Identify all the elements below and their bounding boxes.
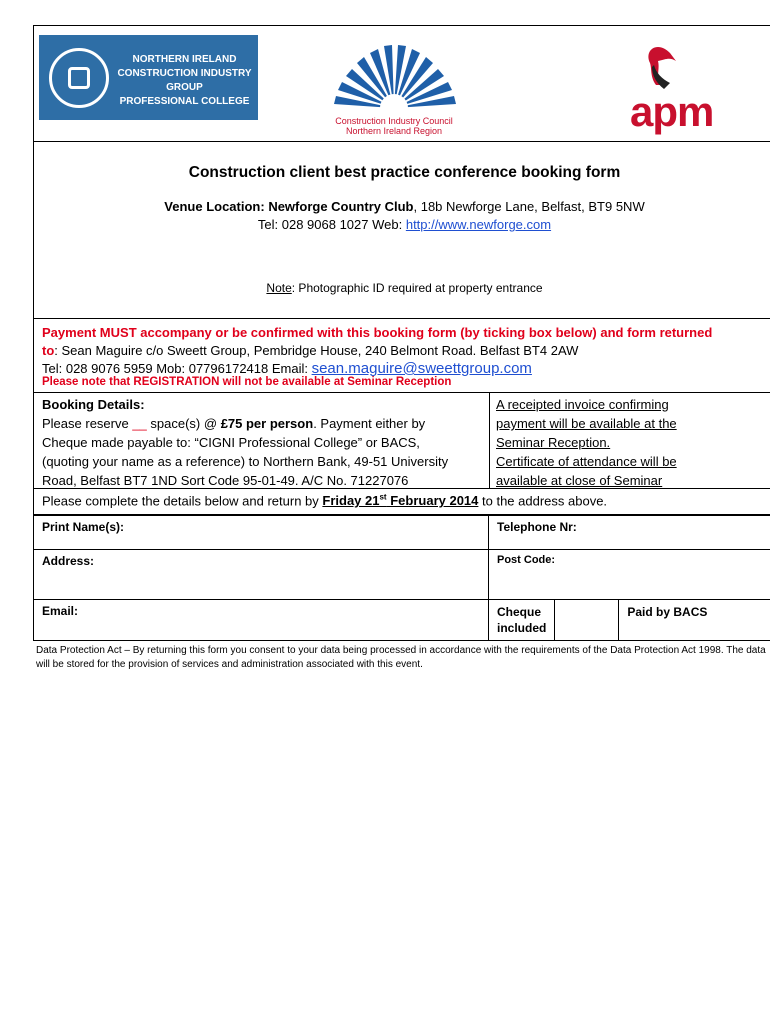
deadline-date: Friday 21st February 2014 bbox=[322, 493, 479, 509]
payment-warning: Payment MUST accompany or be confirmed with this booking form (by ticking box below) and form returned bbox=[42, 325, 713, 340]
print-names-field[interactable]: Print Name(s): bbox=[34, 516, 489, 550]
telephone-field[interactable]: Telephone Nr: bbox=[489, 516, 770, 550]
bacs-label: Paid by BACS bbox=[619, 600, 770, 641]
nicig-emblem-icon bbox=[49, 48, 109, 108]
venue-address: , 18b Newforge Lane, Belfast, BT9 5NW bbox=[413, 199, 645, 214]
return-instructions: Please complete the details below and return by Friday 21st February 2014 to the address above. bbox=[33, 489, 770, 515]
return-address: : Sean Maguire c/o Sweett Group, Pembridge House, 240 Belmont Road. Belfast BT4 2AW bbox=[54, 343, 579, 358]
cheque-label: Cheque included bbox=[489, 600, 555, 641]
registration-note: Please note that REGISTRATION will not be available at Seminar Reception bbox=[42, 376, 452, 388]
table-row bbox=[34, 550, 770, 600]
booking-divider bbox=[489, 393, 490, 488]
payment-to: to bbox=[42, 343, 55, 358]
apm-wordmark: apm bbox=[630, 88, 714, 135]
apm-logo bbox=[630, 43, 714, 135]
venue-tel: Tel: 028 9068 1027 Web: bbox=[257, 217, 406, 232]
cic-fan-icon bbox=[324, 38, 464, 118]
heron-icon bbox=[636, 43, 696, 93]
booking-heading: Booking Details: bbox=[42, 397, 145, 412]
note-text: : Photographic ID required at property entrance bbox=[291, 281, 543, 295]
contact-numbers: Tel: 028 9076 5959 Mob: 07796172418 Email: bbox=[42, 361, 312, 376]
cic-logo bbox=[324, 38, 464, 136]
venue-web-link[interactable]: http://www.newforge.com bbox=[405, 217, 552, 232]
cic-caption: Construction Industry Council Northern Ireland Region bbox=[335, 116, 453, 136]
post-code-field[interactable]: Post Code: bbox=[489, 550, 770, 600]
data-protection-notice: Data Protection Act – By returning this form you consent to your data being processed in accordance with the requirements of the Data Protection Act 1998. The data will be stored for the provision of services and administration associated with this event. bbox=[36, 645, 766, 670]
venue-details bbox=[34, 198, 770, 234]
nicig-logo-text: NORTHERN IRELAND CONSTRUCTION INDUSTRY GROUP PROFESSIONAL COLLEGE bbox=[117, 54, 252, 107]
venue-label: Venue Location: bbox=[164, 199, 265, 214]
payment-section bbox=[33, 319, 770, 393]
header-section bbox=[33, 141, 770, 319]
spaces-blank: __ bbox=[132, 416, 147, 431]
booking-details-section: Booking Details: Please reserve __ space(s) @ £75 per person. Payment either by Cheque made payable to: “CIGNI Professional College” or BACS, (quoting your name as a reference) to Northern Bank, 49-51 University Road, Belfast BT7 1ND Sort Code 95-01-49. A/C No. 71227076 A receipted invoice confirming payment will be available at the Seminar Reception. Certificate of attendance will be available at close of Seminar bbox=[33, 393, 770, 489]
invoice-note: A receipted invoice confirming payment will be available at the Seminar Reception. Certificate of attendance will be available at close of Seminar bbox=[496, 397, 677, 488]
form-title: Construction client best practice conference booking form bbox=[188, 164, 621, 181]
price: £75 per person bbox=[220, 416, 314, 431]
venue-name: Newforge Country Club bbox=[268, 199, 414, 214]
table-row bbox=[34, 516, 770, 550]
email-field[interactable]: Email: bbox=[34, 600, 489, 641]
booking-form bbox=[33, 25, 770, 641]
note-label: Note bbox=[266, 281, 292, 295]
cheque-checkbox[interactable] bbox=[555, 600, 619, 641]
address-field[interactable]: Address: bbox=[34, 550, 489, 600]
contact-email-link[interactable]: sean.maguire@sweettgroup.com bbox=[311, 360, 532, 377]
table-row bbox=[34, 600, 770, 641]
details-table bbox=[33, 515, 770, 641]
note-line bbox=[34, 281, 770, 295]
logo-row bbox=[33, 25, 770, 141]
nicig-logo bbox=[39, 35, 258, 120]
